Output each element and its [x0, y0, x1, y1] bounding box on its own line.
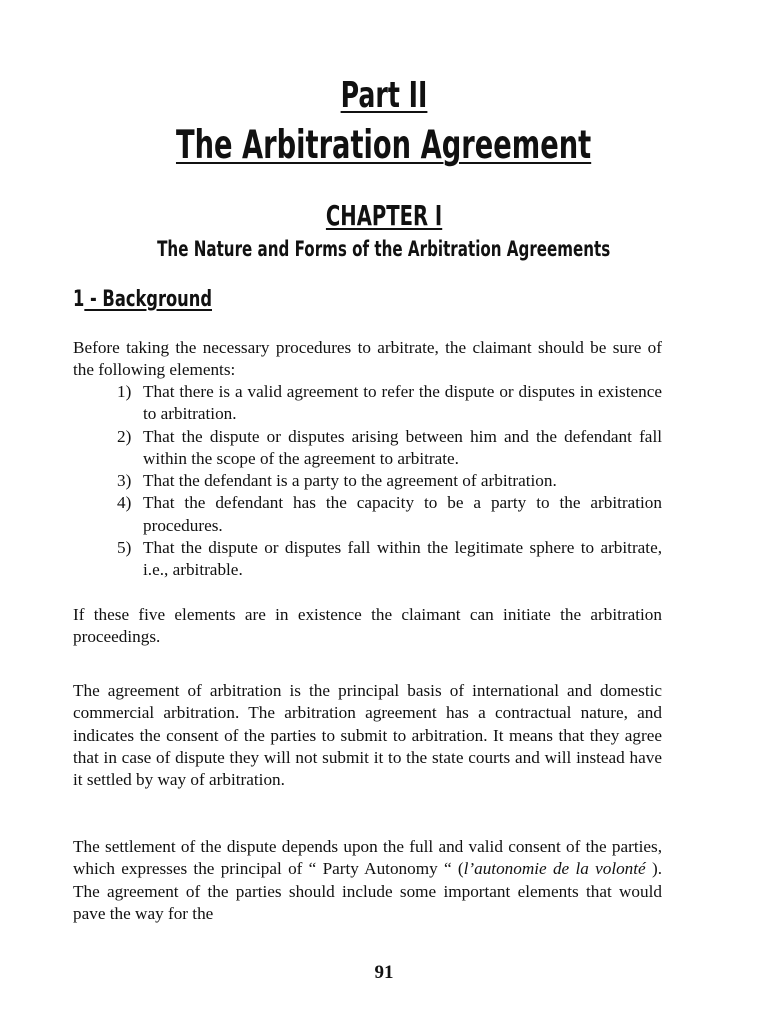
- list-item-text: That the defendant has the capacity to be a party to the arbitration procedures.: [143, 493, 662, 535]
- party-autonomy-paragraph: [73, 836, 662, 925]
- list-item-text: That the dispute or disputes arising between him and the defendant fall within the scope of the agreement to arbitrate.: [143, 426, 662, 468]
- party-autonomy-text-start: The settlement of the dispute depends upon the full and valid consent of the parties, which expresses the principal of “ Party Autonomy “ (: [73, 837, 662, 879]
- section-heading: [73, 285, 212, 315]
- list-item: [117, 381, 662, 426]
- list-item-text: That the dispute or disputes fall within the legitimate sphere to arbitrate, i.e., arbitrable.: [143, 538, 662, 580]
- section-number: 1: [73, 287, 85, 312]
- list-item-number: 3): [117, 471, 132, 491]
- section-title: - Background: [84, 287, 213, 312]
- intro-paragraph: Before taking the necessary procedures to arbitrate, the claimant should be sure of the following elements:: [73, 338, 662, 380]
- part-title-text: The Arbitration Agreement: [176, 123, 592, 168]
- list-item: [117, 470, 662, 492]
- part-number-heading: [0, 74, 768, 118]
- list-item: [117, 537, 662, 582]
- chapter-title-text: The Nature and Forms of the Arbitration Agreements: [157, 237, 611, 261]
- page-number: 91: [374, 962, 394, 983]
- list-item-number: 4): [117, 493, 132, 513]
- list-item-number: 5): [117, 538, 132, 558]
- part-number-text: Part II: [340, 75, 428, 116]
- list-item-number: 1): [117, 382, 132, 401]
- list-item: [117, 492, 662, 537]
- agreement-basis-paragraph: The agreement of arbitration is the principal basis of international and domestic commercial arbitration. The arbitration agreement has a contractual nature, and indicates the consent of the parties to submit to arbitration. It means that they agree that in case of dispute they will not submit it to the state courts and will instead have it settled by way of arbitration.: [73, 681, 662, 790]
- list-item-text: That there is a valid agreement to refer the dispute or disputes in existence to arbitration.: [143, 382, 662, 424]
- initiation-paragraph: If these five elements are in existence the claimant can initiate the arbitration proceedings.: [73, 605, 662, 647]
- list-item: [117, 426, 662, 471]
- party-autonomy-text-end: ). The agreement of the parties should include some important elements that would pave the way for the: [73, 859, 662, 923]
- chapter-label-heading: [0, 198, 768, 234]
- chapter-label-text: CHAPTER I: [325, 199, 443, 232]
- chapter-title-heading: [0, 235, 768, 263]
- elements-list: [117, 381, 662, 582]
- french-term: l’autonomie de la volonté: [463, 859, 646, 879]
- list-item-text: That the defendant is a party to the agreement of arbitration.: [143, 471, 557, 491]
- list-item-number: 2): [117, 426, 132, 446]
- part-title-heading: [0, 122, 768, 170]
